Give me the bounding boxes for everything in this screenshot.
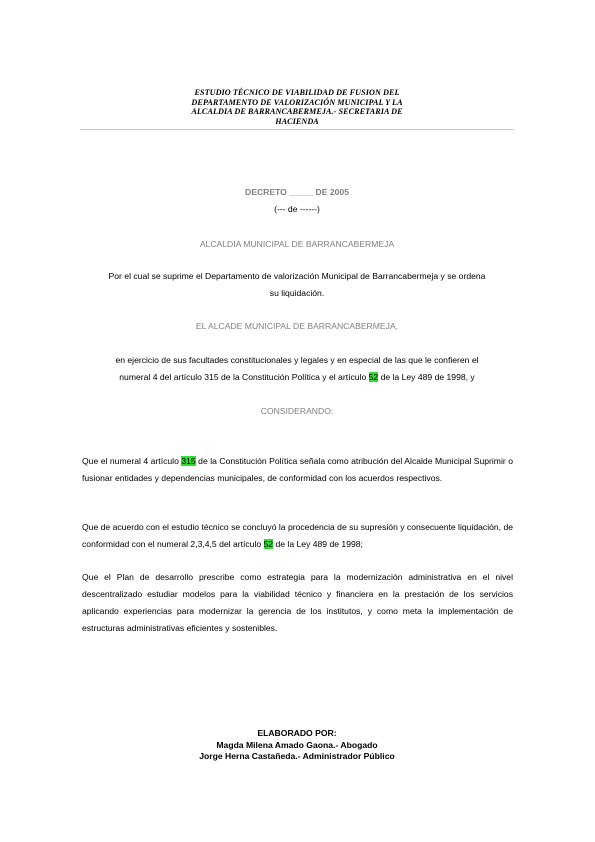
signature-author-1: Magda Milena Amado Gaona.- Abogado — [216, 739, 378, 750]
purpose-line-1: Por el cual se suprime el Departamento de valorización Municipal de Barrancabermeja y se ordena — [108, 271, 486, 281]
purpose-line-2: su liquidación. — [269, 288, 325, 298]
highlight-article-52-second: 52 — [263, 539, 274, 549]
header-line-2: DEPARTAMENTO DE VALORIZACIÓN MUNICIPAL Y LA — [191, 97, 403, 107]
ejercicio-line-1: en ejercicio de sus facultades constitucionales y legales y en especial de las que le confieren el — [115, 355, 479, 365]
ejercicio-text-before: numeral 4 del artículo 315 de la Constitución Política y el artículo — [119, 372, 369, 382]
signature-block — [80, 728, 514, 763]
alcaldia-heading: ALCALDIA MUNICIPAL DE BARRANCABERMEJA — [199, 239, 395, 249]
p2-text-after: de la Ley 489 de 1998; — [273, 539, 363, 549]
header-line-1: ESTUDIO TÉCNICO DE VIABILIDAD DE FUSION DEL — [194, 88, 400, 97]
signature-author-2: Jorge Herna Castañeda.- Administrador Público — [199, 751, 395, 761]
decree-date: (--- de ------) — [274, 204, 320, 214]
header-line-4: HACIENDA — [275, 116, 319, 126]
ejercicio-line-2 — [80, 369, 514, 386]
p2-text-before: Que de acuerdo con el estudio técnico se concluyó la procedencia de su supresión y consecuente liquidación, de conformidad con el numeral 2,3,4,5 del artículo — [82, 522, 513, 549]
header-divider — [80, 129, 514, 130]
ejercicio-text-after: de la Ley 489 de 1998, y — [378, 372, 475, 382]
highlight-article-315: 315 — [181, 456, 196, 466]
considerando-paragraph-3: Que el Plan de desarrollo prescribe como estrategia para la modernización administrativa en el nivel descentralizado estudiar modelos para la viabilidad técnico y financiera en la prestación de los servicios aplicando experiencias para modernizar la gerencia de los institutos, y como meta la implementación de estructuras administrativas eficientes y sostenibles. — [82, 572, 513, 633]
decree-purpose — [80, 268, 514, 302]
decree-title: DECRETO _____ DE 2005 — [245, 187, 349, 197]
considerando-paragraph-2 — [82, 519, 513, 553]
considerando-heading: CONSIDERANDO: — [260, 406, 334, 416]
ejercicio-paragraph — [80, 352, 514, 386]
p1-text-before: Que el numeral 4 artículo — [82, 456, 182, 466]
header-line-3: ALCALDIA DE BARRANCABERMEJA.- SECRETARIA DE — [191, 107, 403, 117]
considerando-paragraph-1 — [82, 453, 513, 487]
p1-text-after: de la Constitución Política señala como atribución del Alcalde Municipal Suprimir o fusionar entidades y dependencias municipales, de conformidad con los acuerdos respectivos. — [82, 456, 513, 483]
alcalde-heading: EL ALCADE MUNICIPAL DE BARRANCABERMEJA, — [195, 321, 399, 331]
document-header — [150, 88, 444, 126]
highlight-article-52: 52 — [368, 372, 379, 382]
signature-label: ELABORADO POR: — [257, 728, 337, 738]
